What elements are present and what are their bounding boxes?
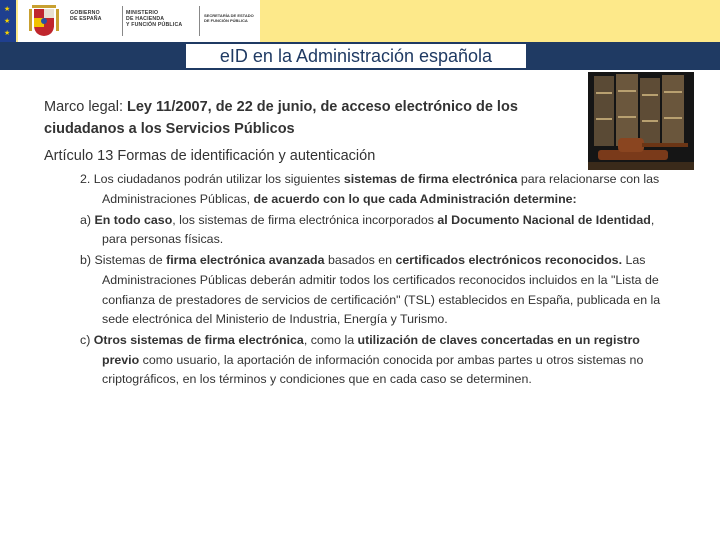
article-heading: Artículo 13 Formas de identificación y autenticación xyxy=(44,148,376,164)
eu-flag-strip xyxy=(0,0,16,42)
list-item-b: b) Sistemas de firma electrónica avanzada basados en certificados electrónicos reconocidos. Las Administraciones Públicas deberán admitir todos los certificados reconocidos incluidos en la "Lista de confianza de prestadores de servicios de certificación" (TSL) establecidos en España, publicada en la sede electrónica del Ministerio de Industria, Energía y Turismo. xyxy=(80,253,661,327)
star-icon: ★ xyxy=(4,30,11,37)
article-items xyxy=(80,170,672,392)
divider xyxy=(199,6,200,36)
coat-of-arms-icon xyxy=(29,3,59,37)
list-item-2: 2. Los ciudadanos podrán utilizar los siguientes sistemas de firma electrónica para relacionarse con las Administraciones Públicas, de acuerdo con lo que cada Administración determine: xyxy=(80,172,660,206)
star-icon: ★ xyxy=(4,6,11,13)
star-icon: ★ xyxy=(4,18,11,25)
divider xyxy=(122,6,123,36)
gobierno-label: GOBIERNO DE ESPAÑA xyxy=(70,10,102,22)
marco-legal-text: Marco legal: Ley 11/2007, de 22 de junio, de acceso electrónico de los ciudadanos a los Servicios Públicos xyxy=(44,99,518,137)
secretaria-label: SECRETARÍA DE ESTADO DE FUNCIÓN PÚBLICA xyxy=(204,13,254,23)
list-item-c: c) Otros sistemas de firma electrónica, como la utilización de claves concertadas en un registro previo como usuario, la aportación de información conocida por ambas partes u otros sistemas no criptográficos, en los términos y condiciones que en cada caso se determinen. xyxy=(80,333,644,387)
page-title: eID en la Administración española xyxy=(219,46,493,66)
ministerio-label: MINISTERIO DE HACIENDA Y FUNCIÓN PÚBLICA xyxy=(126,10,183,28)
government-logo xyxy=(18,0,260,42)
list-item-a: a) En todo caso, los sistemas de firma electrónica incorporados al Documento Nacional de Identidad, para personas físicas. xyxy=(80,212,655,247)
law-books-gavel-image xyxy=(588,72,694,170)
